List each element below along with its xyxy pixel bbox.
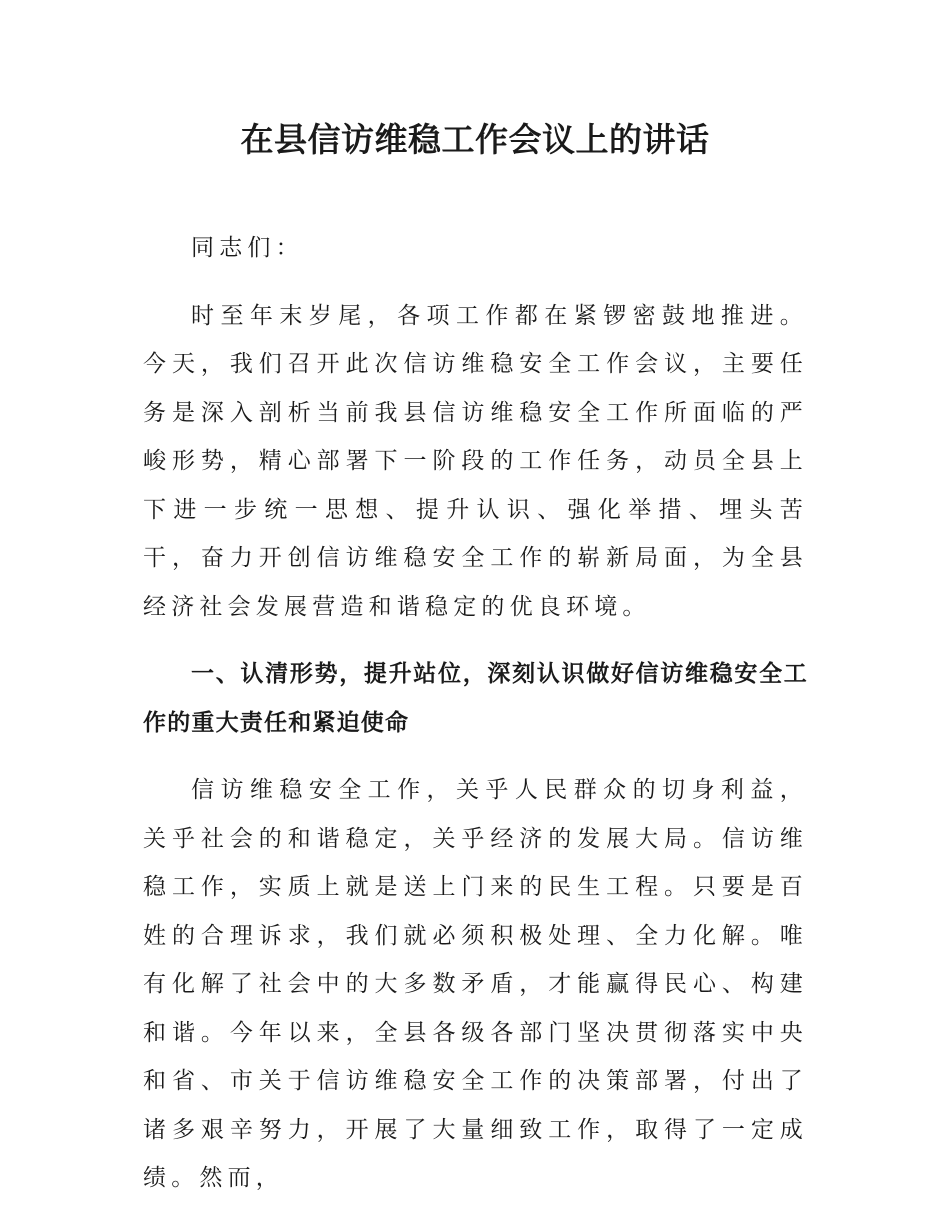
document-title: 在县信访维稳工作会议上的讲话 [240, 120, 710, 159]
opening-paragraph: 时至年末岁尾，各项工作都在紧锣密鼓地推进。今天，我们召开此次信访维稳安全工作会议，主要任务是深入剖析当前我县信访维稳安全工作所面临的严峻形势，精心部署下一阶段的工作任务，动员全县上下进一步统一思想、提升认识、强化举措、埋头苦干，奋力开创信访维稳安全工作的崭新局面，为全县经济社会发展营造和谐稳定的优良环境。 [143, 302, 808, 620]
document-body [143, 224, 808, 1203]
salutation: 同志们： [191, 235, 304, 261]
section-heading: 一、认清形势，提升站位，深刻认识做好信访维稳安全工作的重大责任和紧迫使命 [143, 661, 808, 736]
section-paragraph: 信访维稳安全工作，关乎人民群众的切身利益，关乎社会的和谐稳定，关乎经济的发展大局。信访维稳工作，实质上就是送上门来的民生工程。只要是百姓的合理诉求，我们就必须积极处理、全力化解。唯有化解了社会中的大多数矛盾，才能赢得民心、构建和谐。今年以来，全县各级各部门坚决贯彻落实中央和省、市关于信访维稳安全工作的决策部署，付出了诸多艰辛努力，开展了大量细致工作，取得了一定成绩。然而， [143, 777, 808, 1191]
